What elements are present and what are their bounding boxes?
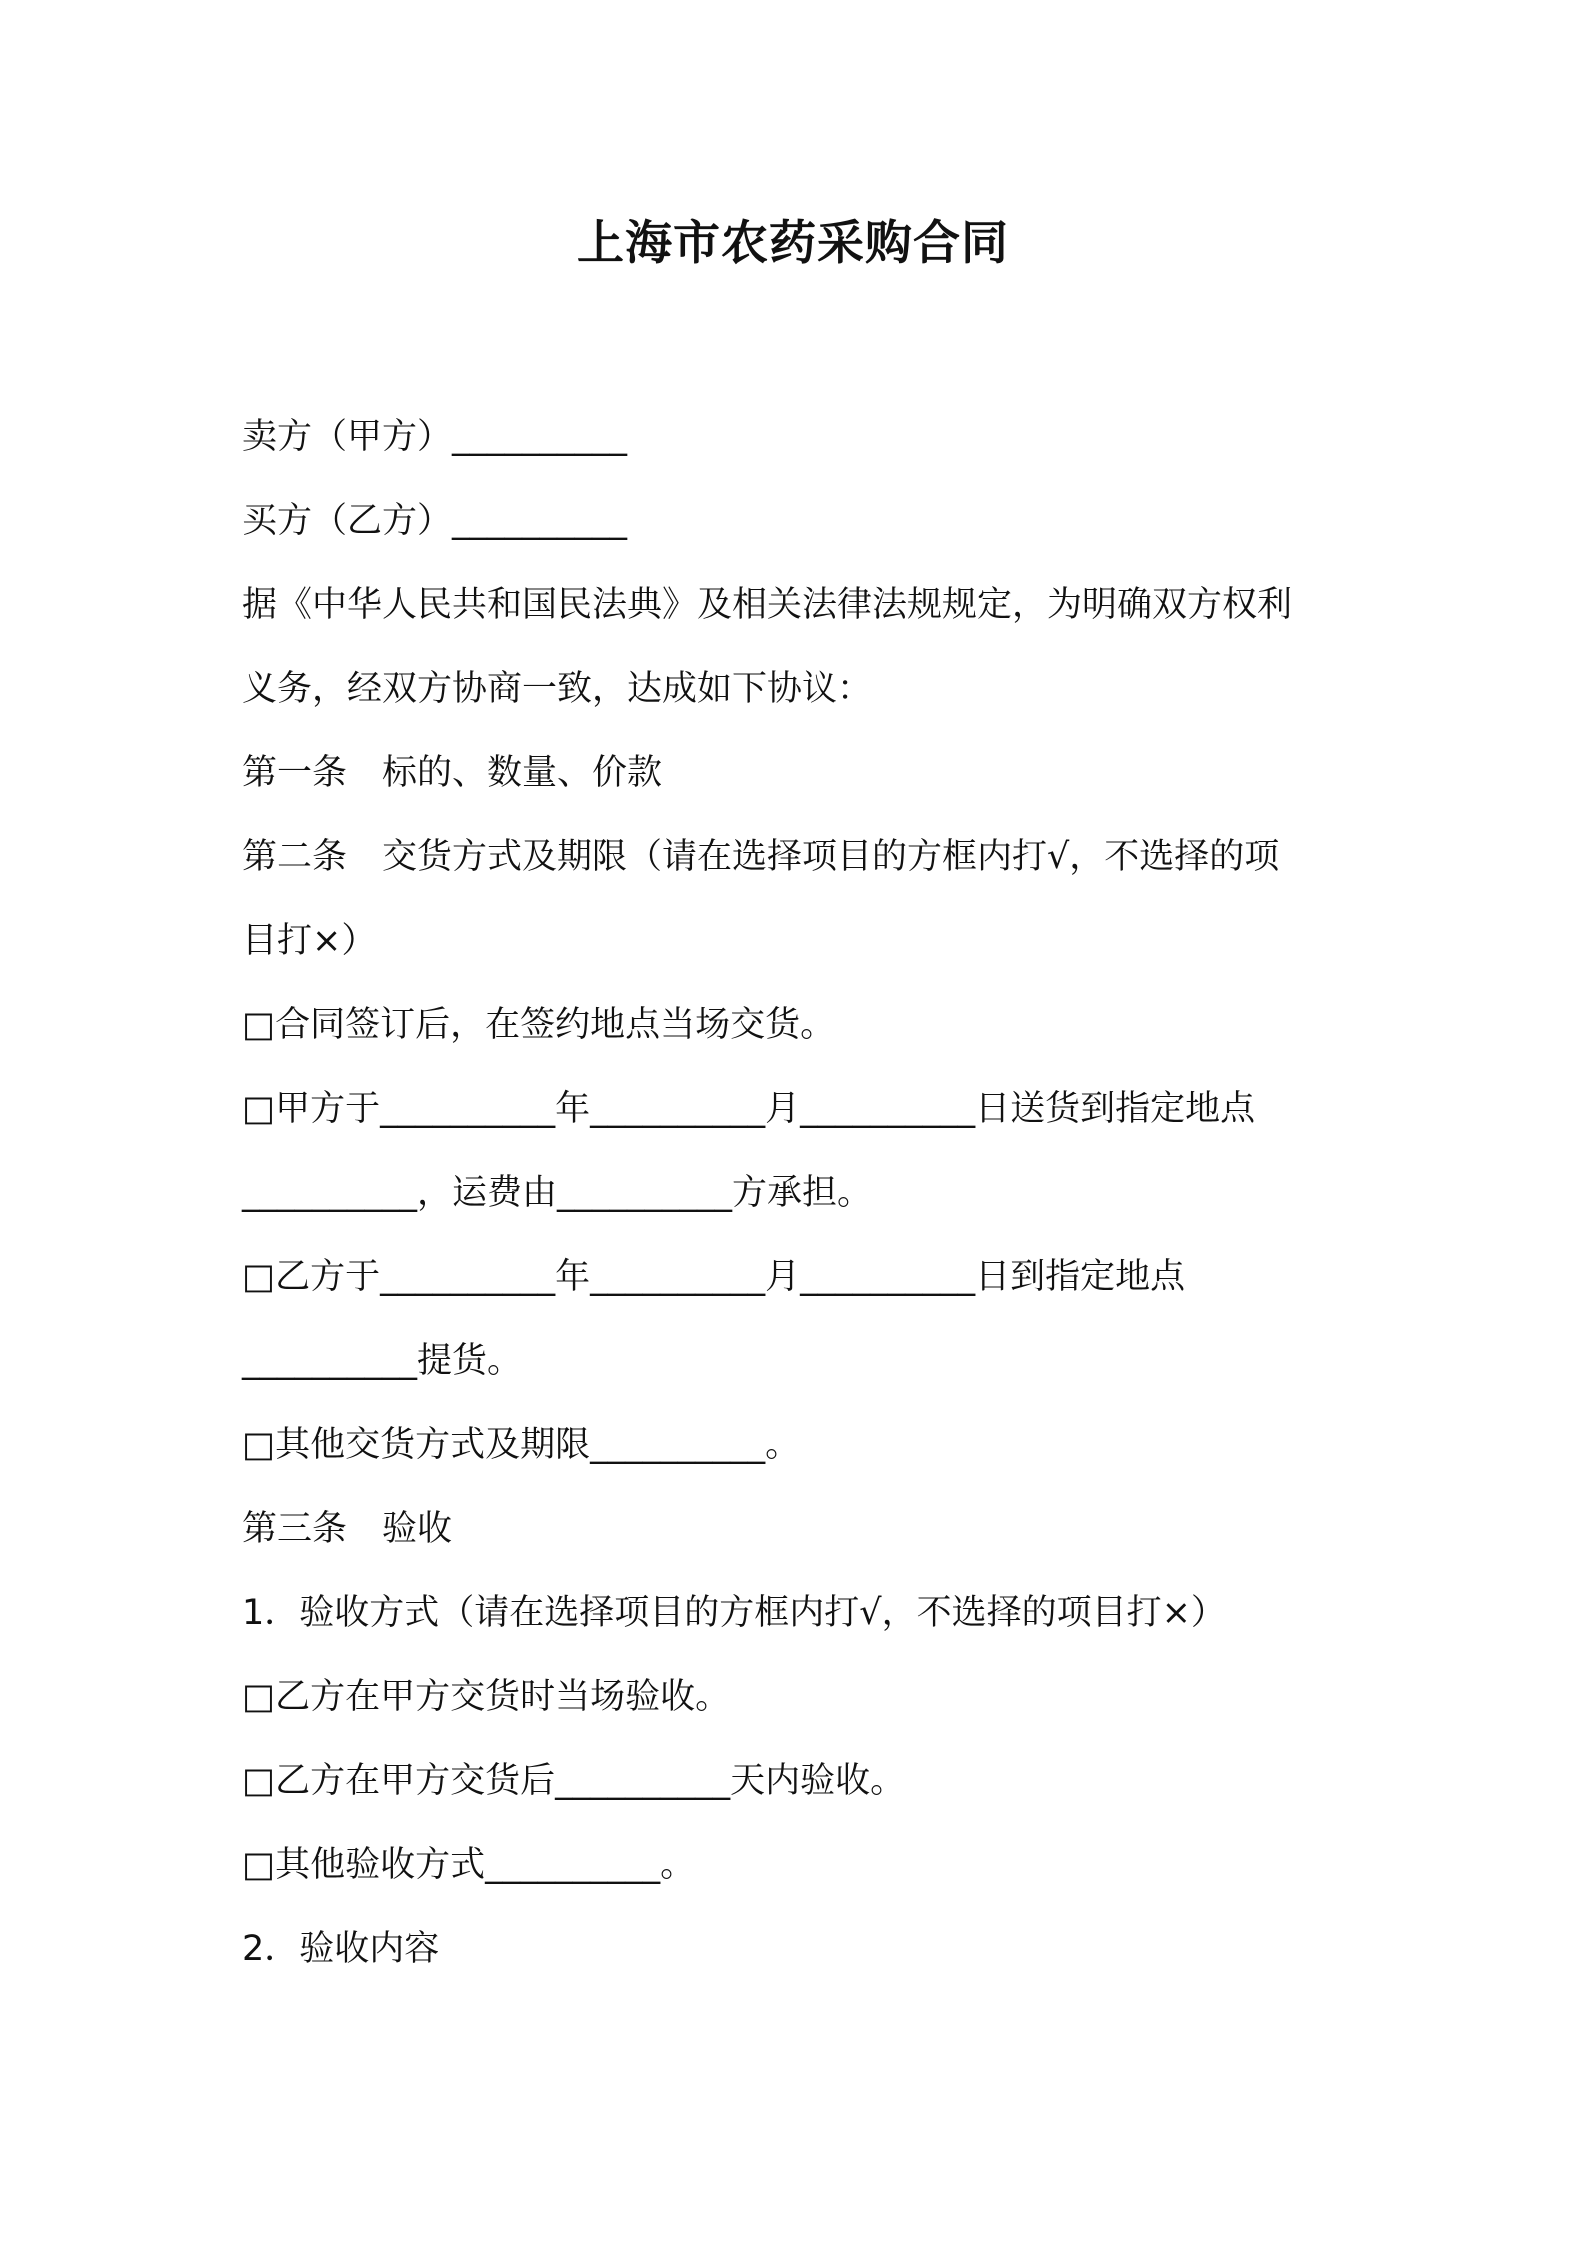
delivery-option-seller-delivers: □甲方于__________年__________月__________日送货到指定地点	[242, 1089, 1256, 1129]
delivery-option-buyer-picks-up-cont: __________提货。	[242, 1341, 523, 1381]
preamble-line-1: 据《中华人民共和国民法典》及相关法律法规规定，为明确双方权利	[242, 585, 1293, 625]
seller-party-line: 卖方（甲方）__________	[242, 417, 628, 457]
delivery-option-buyer-picks-up: □乙方于__________年__________月__________日到指定地点	[242, 1257, 1186, 1297]
buyer-party-line: 买方（乙方）__________	[242, 501, 628, 541]
preamble-line-2: 义务，经双方协商一致，达成如下协议：	[242, 669, 873, 709]
article-2-heading-cont: 目打×）	[242, 921, 377, 961]
delivery-option-seller-delivers-cont: __________，运费由__________方承担。	[242, 1173, 873, 1213]
delivery-option-other: □其他交货方式及期限__________。	[242, 1425, 801, 1465]
article-3-heading: 第三条 验收	[242, 1509, 453, 1549]
article-2-heading: 第二条 交货方式及期限（请在选择项目的方框内打√，不选择的项	[242, 837, 1280, 877]
delivery-option-onsite: □合同签订后，在签约地点当场交货。	[242, 1005, 836, 1045]
document-title: 上海市农药采购合同	[577, 216, 1009, 271]
inspection-option-onsite: □乙方在甲方交货时当场验收。	[242, 1677, 731, 1717]
inspection-content-heading: 2．验收内容	[242, 1929, 440, 1969]
inspection-option-within-days: □乙方在甲方交货后__________天内验收。	[242, 1761, 906, 1801]
article-1-heading: 第一条 标的、数量、价款	[242, 753, 663, 793]
inspection-method-heading: 1．验收方式（请在选择项目的方框内打√，不选择的项目打×）	[242, 1593, 1226, 1633]
inspection-option-other: □其他验收方式__________。	[242, 1845, 696, 1885]
